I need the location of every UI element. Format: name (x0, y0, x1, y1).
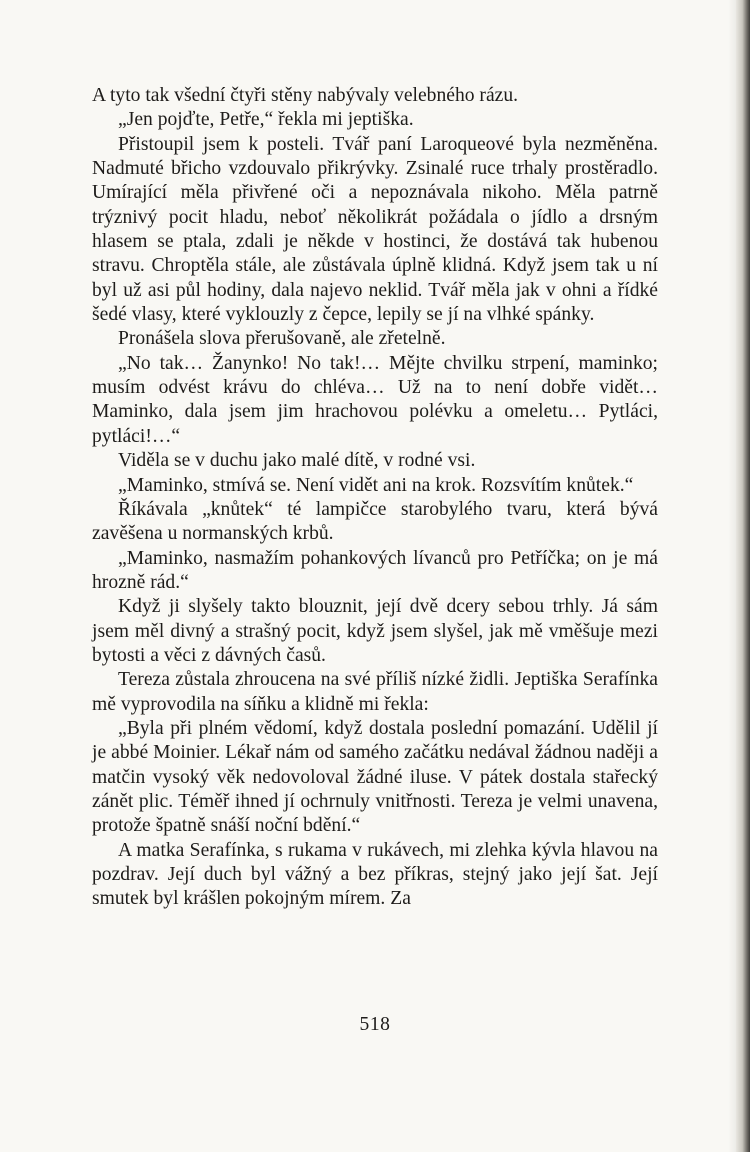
paragraph: „Jen pojďte, Petře,“ řekla mi jeptiška. (118, 109, 414, 131)
paragraph: A tyto tak všední čtyři stěny nabývaly velebného rázu. (92, 85, 519, 106)
paragraph: Když ji slyšely takto blouznit, její dvě dcery sebou trhly. Já sám jsem měl divný a strašný pocit, když jsem slyšel, jak mě vměšuje mezi bytosti a věci z dávných časů. (92, 596, 658, 666)
paragraph: Říkávala „knůtek“ té lampičce starobylého tvaru, která bývá zavěšena u normanských krbů. (92, 498, 658, 545)
paragraph: „No tak… Žanynko! No tak!… Mějte chvilku strpení, maminko; musím odvést krávu do chléva… Už na to není dobře vidět… Maminko, dala jsem jim hrachovou polévku a omeletu… Pytláci, pytláci!…“ (92, 352, 658, 447)
paragraph: Viděla se v duchu jako malé dítě, v rodné vsi. (118, 450, 476, 472)
paragraph: A matka Serafínka, s rukama v rukávech, mi zlehka kývla hlavou na pozdrav. Její duch byl vážný a bez příkras, stejný jako její šat. Její smutek byl krášlen pokojným mírem. Za (92, 839, 658, 910)
paragraph: „Maminko, stmívá se. Není vidět ani na krok. Rozsvítím knůtek.“ (118, 474, 634, 496)
page-shadow (728, 0, 736, 1152)
page-number: 518 (359, 1014, 391, 1035)
paragraph: Přistoupil jsem k posteli. Tvář paní Laroqueové byla nezměněna. Nadmuté břicho vzdouvalo přikrývky. Zsinalé ruce trhaly prostěradlo. Umírající měla přivřené oči a nepoznávala nikoho. Měla patrně trýznivý pocit hladu, neboť několikrát požádala o jídlo a drsným hlasem se ptala, zdali je někde v hostinci, že dostává tak hubenou stravu. Chroptěla stále, ale zůstávala úplně klidná. Když jsem tak u ní byl už asi půl hodiny, dala najevo neklid. Tvář měla jak v ohni a řídké šedé vlasy, které vyklouzly z čepce, lepily se jí na vlhké spánky. (92, 133, 658, 326)
paragraph: Tereza zůstala zhroucena na své příliš nízké židli. Jeptiška Serafínka mě vyprovodila na síňku a klidně mi řekla: (92, 669, 658, 715)
paragraph: „Byla při plném vědomí, když dostala poslední pomazání. Udělil jí je abbé Moinier. Lékař nám od samého začátku nedával žádnou naději a matčin vysoký věk nedovoloval žádné iluse. V pátek dostala stařecký zánět plic. Téměř ihned jí ochrnuly vnitřnosti. Tereza je velmi unavena, protože špatně snáší noční bdění.“ (92, 717, 658, 837)
paragraph: „Maminko, nasmažím pohankových lívanců pro Petříčka; on je má hrozně rád.“ (92, 547, 658, 593)
page-edge (736, 0, 750, 1152)
paragraph: Pronášela slova přerušovaně, ale zřetelně. (118, 328, 446, 350)
body-text (92, 84, 658, 912)
